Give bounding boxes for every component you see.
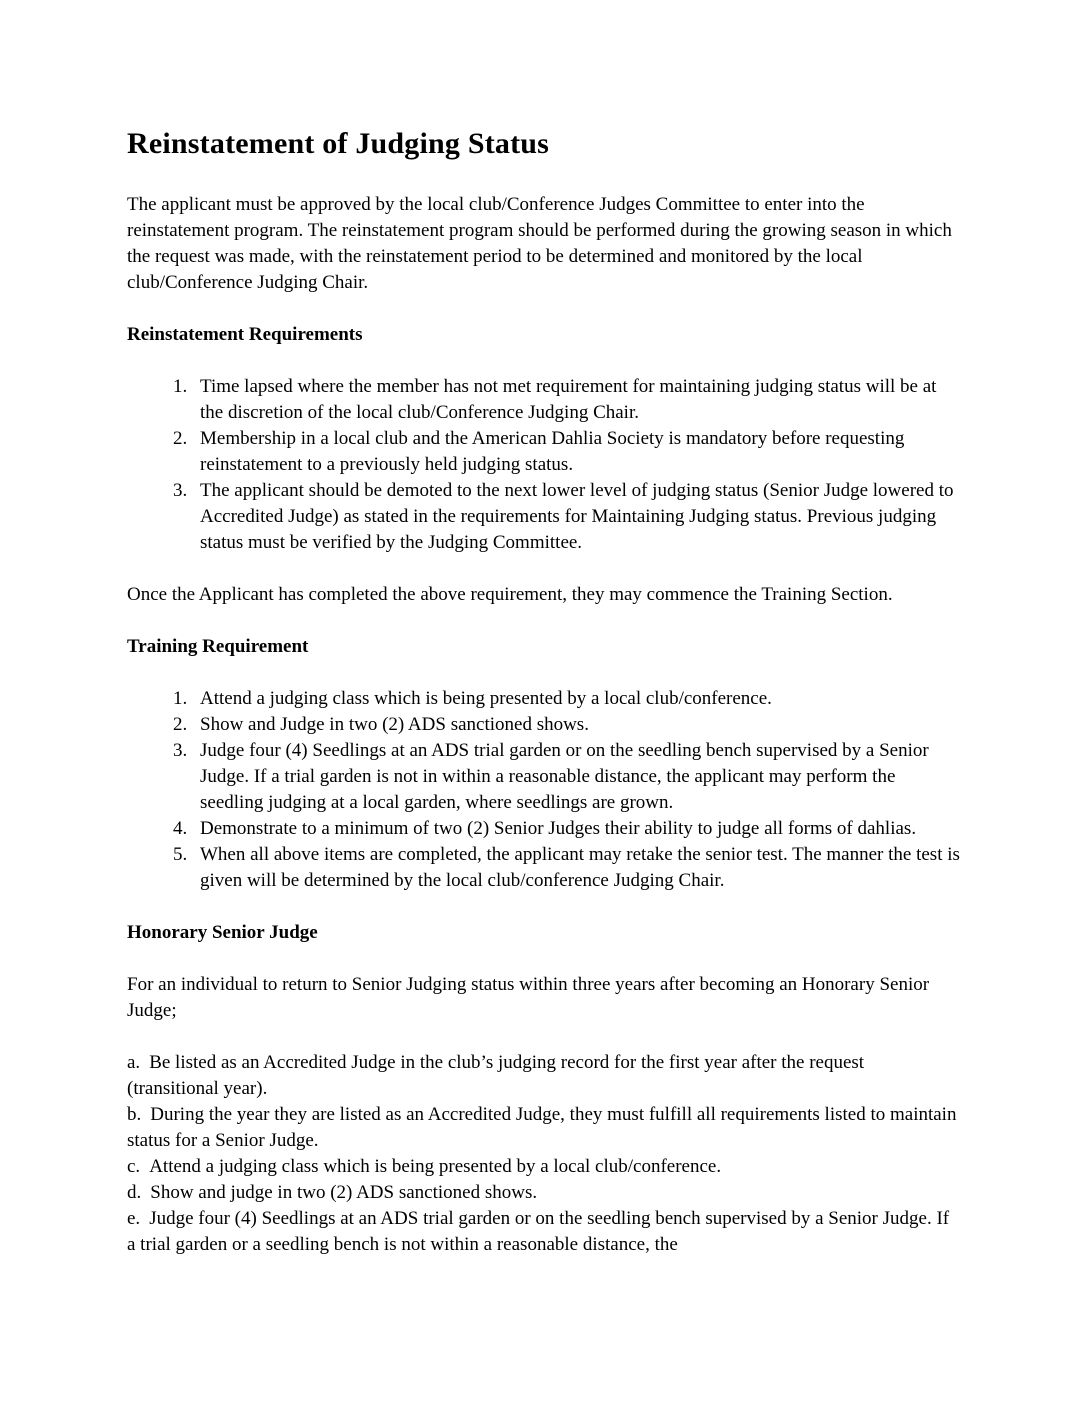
list-item: 2. Membership in a local club and the American Dahlia Society is mandatory before requesting reinstatement to a previously held judging status. [192, 426, 960, 478]
lettered-item-text: Be listed as an Accredited Judge in the club’s judging record for the first year after the request (transitional year). [127, 1052, 865, 1099]
list-item: 4. Demonstrate to a minimum of two (2) Senior Judges their ability to judge all forms of dahlias. [192, 816, 960, 842]
lettered-item-text: Judge four (4) Seedlings at an ADS trial garden or on the seedling bench supervised by a Senior Judge. If a trial garden or a seedling bench is not within a reasonable distance, the [127, 1208, 950, 1255]
lettered-item-label: d. [127, 1182, 142, 1203]
lettered-item-label: a. [127, 1052, 141, 1073]
heading-reinstatement-requirements: Reinstatement Requirements [127, 324, 363, 345]
lettered-item-text: Attend a judging class which is being presented by a local club/conference. [149, 1156, 722, 1177]
heading-honorary-senior-judge: Honorary Senior Judge [127, 922, 318, 943]
lettered-item-a [127, 1050, 960, 1102]
lettered-item-text: During the year they are listed as an Accredited Judge, they must fulfill all requirements listed to maintain status for a Senior Judge. [127, 1104, 957, 1151]
lettered-item-b [127, 1102, 960, 1154]
list-item: 3. The applicant should be demoted to the next lower level of judging status (Senior Judge lowered to Accredited Judge) as stated in the requirements for Maintaining Judging status. Previous judging status must be verified by the Judging Committee. [192, 478, 960, 556]
lettered-item-e [127, 1206, 960, 1258]
list-item: 5. When all above items are completed, the applicant may retake the senior test. The manner the test is given will be determined by the local club/conference Judging Chair. [192, 842, 960, 894]
list-item: 1. Time lapsed where the member has not met requirement for maintaining judging status will be at the discretion of the local club/Conference Judging Chair. [192, 374, 960, 426]
lettered-item-text: Show and judge in two (2) ADS sanctioned shows. [150, 1182, 538, 1203]
training-requirement-list [127, 686, 960, 894]
list-item: 3. Judge four (4) Seedlings at an ADS trial garden or on the seedling bench supervised by a Senior Judge. If a trial garden is not in within a reasonable distance, the applicant may perform the seedling judging at a local garden, where seedlings are grown. [192, 738, 960, 816]
document-title: Reinstatement of Judging Status [127, 127, 550, 160]
honorary-intro-paragraph: For an individual to return to Senior Judging status within three years after becoming an Honorary Senior Judge; [127, 974, 930, 1021]
interlude-paragraph: Once the Applicant has completed the above requirement, they may commence the Training Section. [127, 584, 893, 605]
list-item: 2. Show and Judge in two (2) ADS sanctioned shows. [192, 712, 960, 738]
list-item: 1. Attend a judging class which is being presented by a local club/conference. [192, 686, 960, 712]
heading-training-requirement: Training Requirement [127, 636, 309, 657]
lettered-item-c [127, 1154, 960, 1180]
honorary-lettered-list [127, 1050, 960, 1258]
intro-paragraph: The applicant must be approved by the local club/Conference Judges Committee to enter into the reinstatement program. The reinstatement program should be performed during the growing season in which the request was made, with the reinstatement period to be determined and monitored by the local club/Conference Judging Chair. [127, 194, 952, 293]
lettered-item-label: c. [127, 1156, 141, 1177]
lettered-item-label: b. [127, 1104, 142, 1125]
lettered-item-label: e. [127, 1208, 141, 1229]
reinstatement-requirements-list [127, 374, 960, 556]
lettered-item-d [127, 1180, 960, 1206]
